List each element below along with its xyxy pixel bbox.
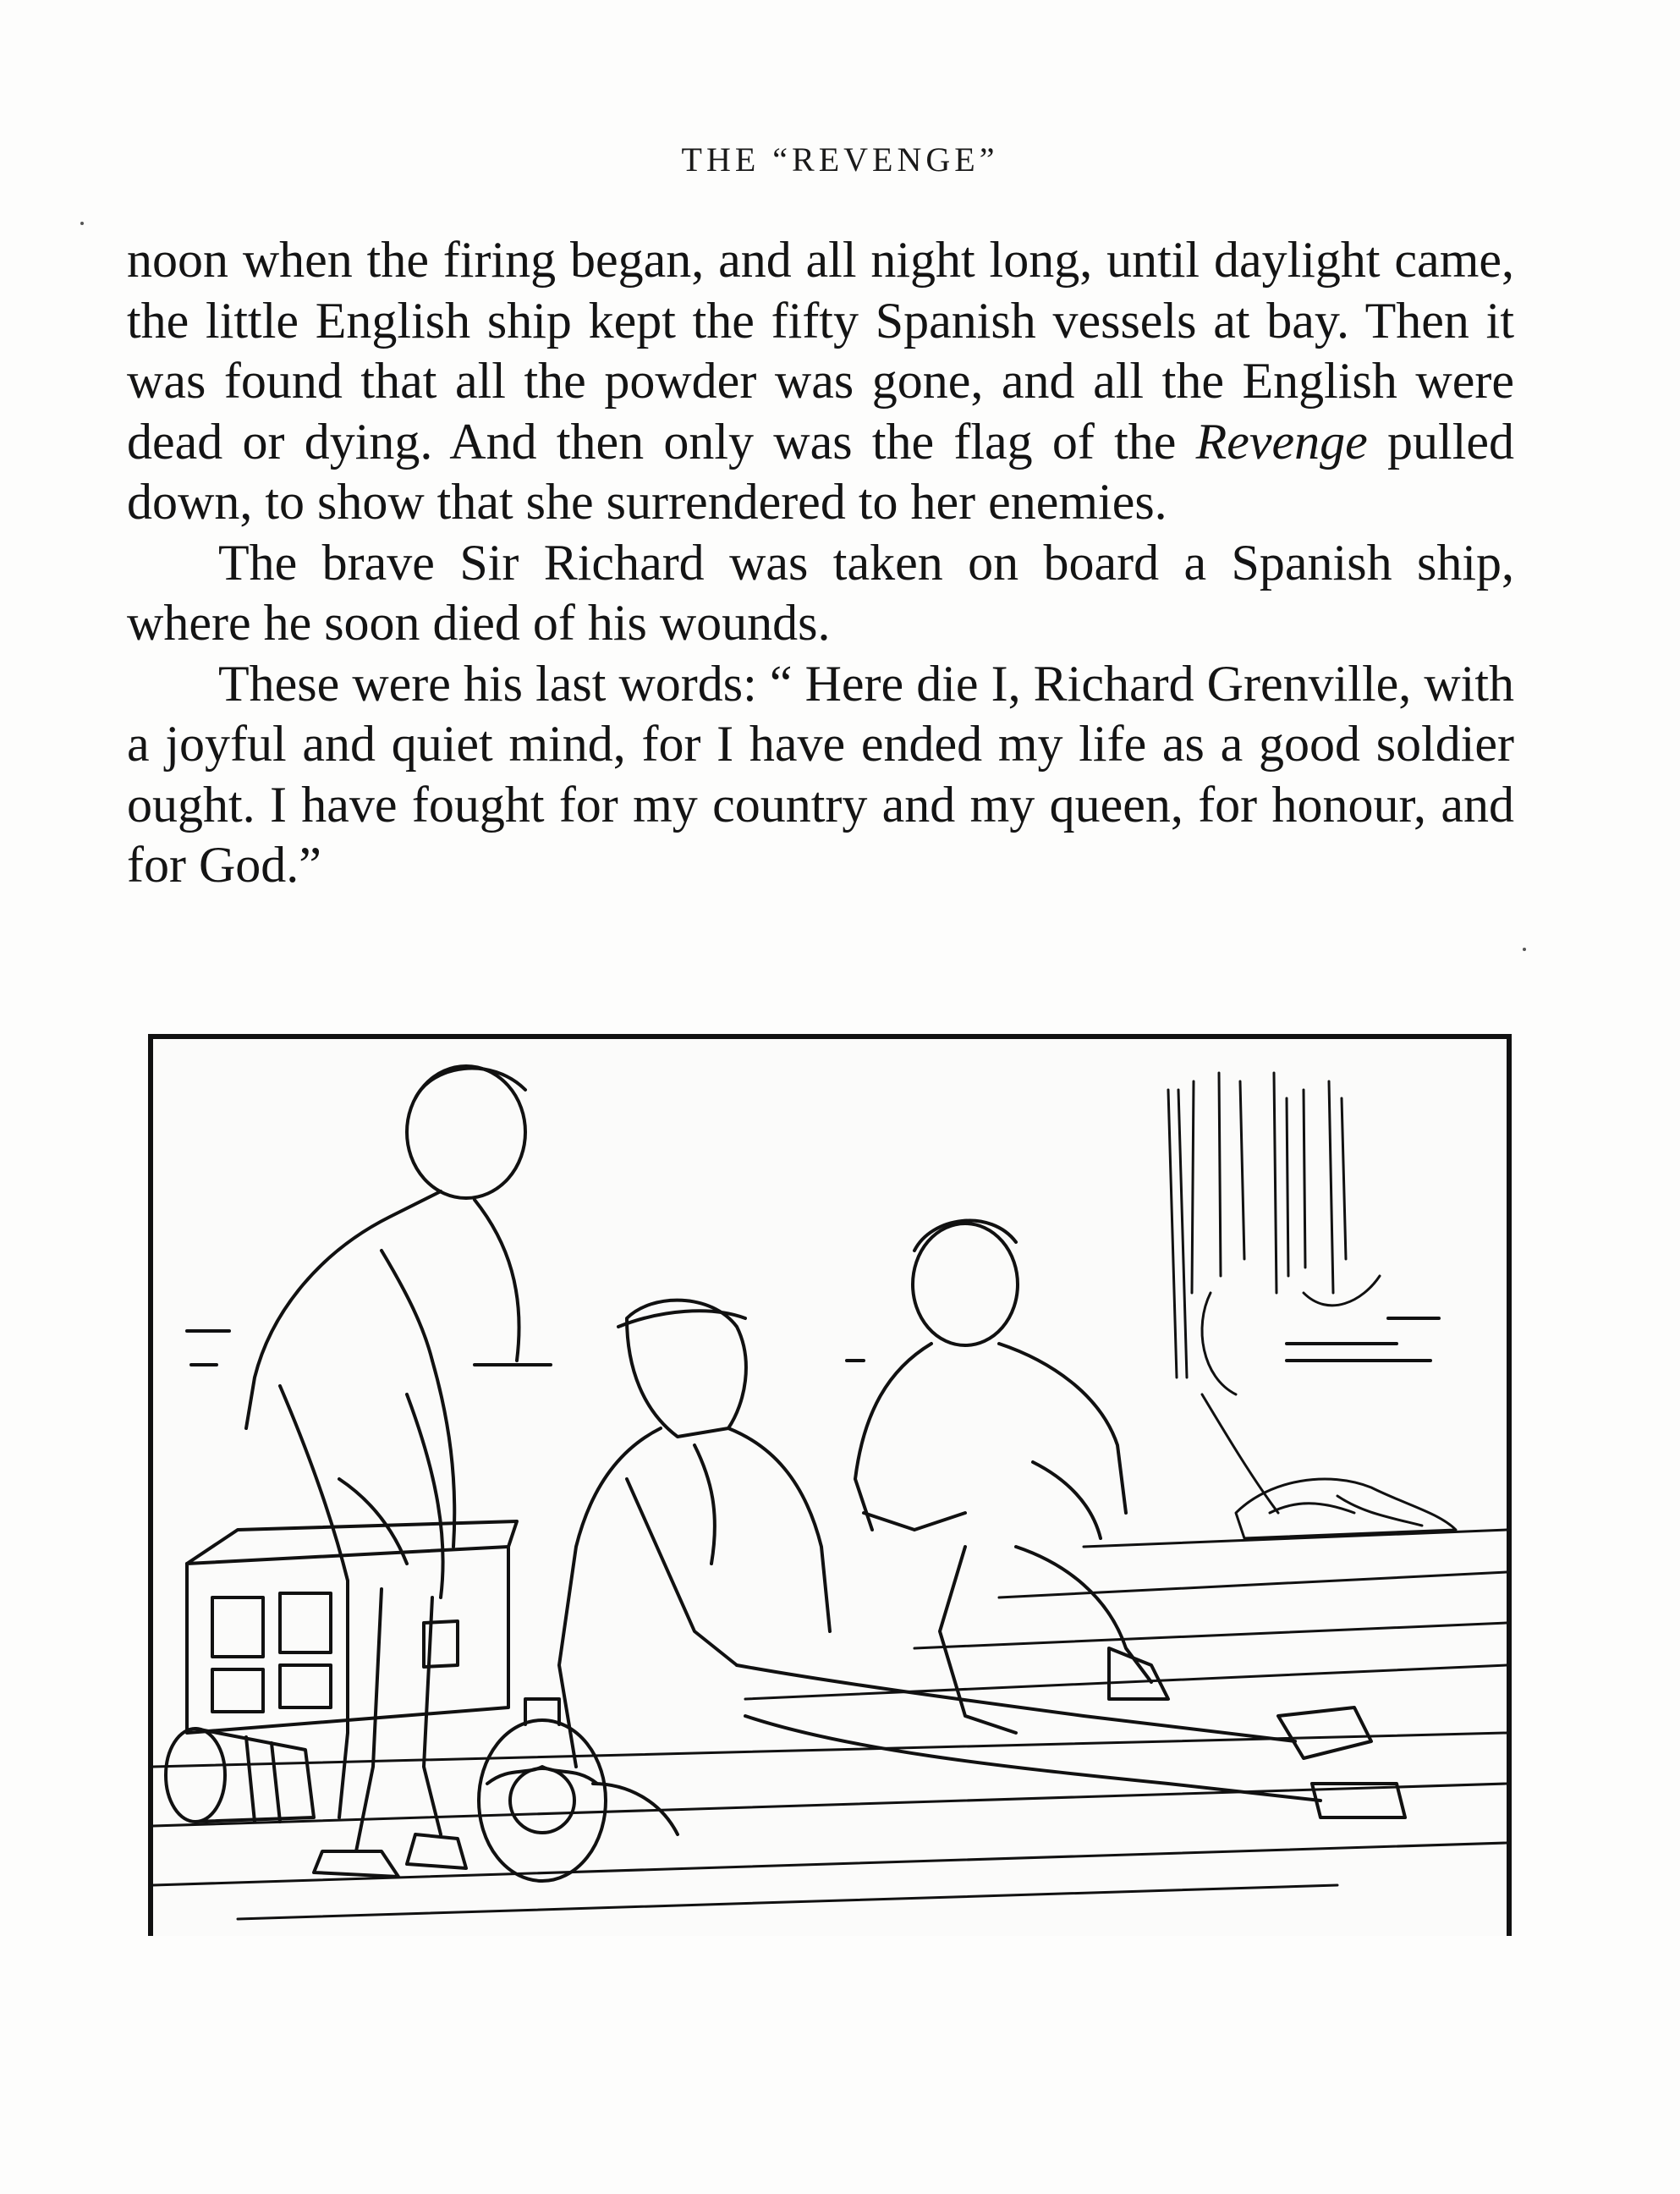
body-text bbox=[127, 230, 1514, 896]
mast-rigging bbox=[1168, 1073, 1380, 1513]
deck-planks bbox=[153, 1530, 1507, 1919]
paragraph-2: The brave Sir Richard was taken on board a Spanish ship, where he soon died of his wounds. bbox=[127, 534, 1514, 651]
rope-heap bbox=[1236, 1479, 1456, 1538]
page-speck bbox=[1523, 948, 1526, 951]
page-speck bbox=[80, 222, 84, 225]
figure-kneeling-man bbox=[855, 1221, 1168, 1733]
sea-chest bbox=[187, 1521, 517, 1733]
paragraph-1-end: pulled down, to show that she surrendered to her enemies. bbox=[127, 413, 1514, 530]
running-head: THE “REVENGE” bbox=[681, 140, 999, 179]
bucket bbox=[166, 1729, 314, 1822]
paragraph-3: These were his last words: “ Here die I, Richard Grenville, with a joyful and quiet mind, for I have ended my life as a good soldier ought. I have fought for my country and my queen, for honour, and for God.” bbox=[127, 655, 1514, 893]
flask bbox=[479, 1699, 606, 1881]
sea-lines bbox=[187, 1318, 1439, 1365]
paragraph-1 bbox=[127, 230, 1514, 533]
figure-left-man bbox=[246, 1066, 525, 1877]
illustration-frame bbox=[148, 1034, 1512, 1936]
illustration-drawing bbox=[153, 1039, 1507, 1936]
ship-name-italic: Revenge bbox=[1195, 413, 1368, 470]
paragraph-1-start: noon when the firing began, and all night long, until daylight came, the little English ship kept the fifty Spanish vessels at bay. Then it was found that all the powder was gone, and all the English were dead or dying. And then only was the flag of the bbox=[127, 232, 1514, 470]
